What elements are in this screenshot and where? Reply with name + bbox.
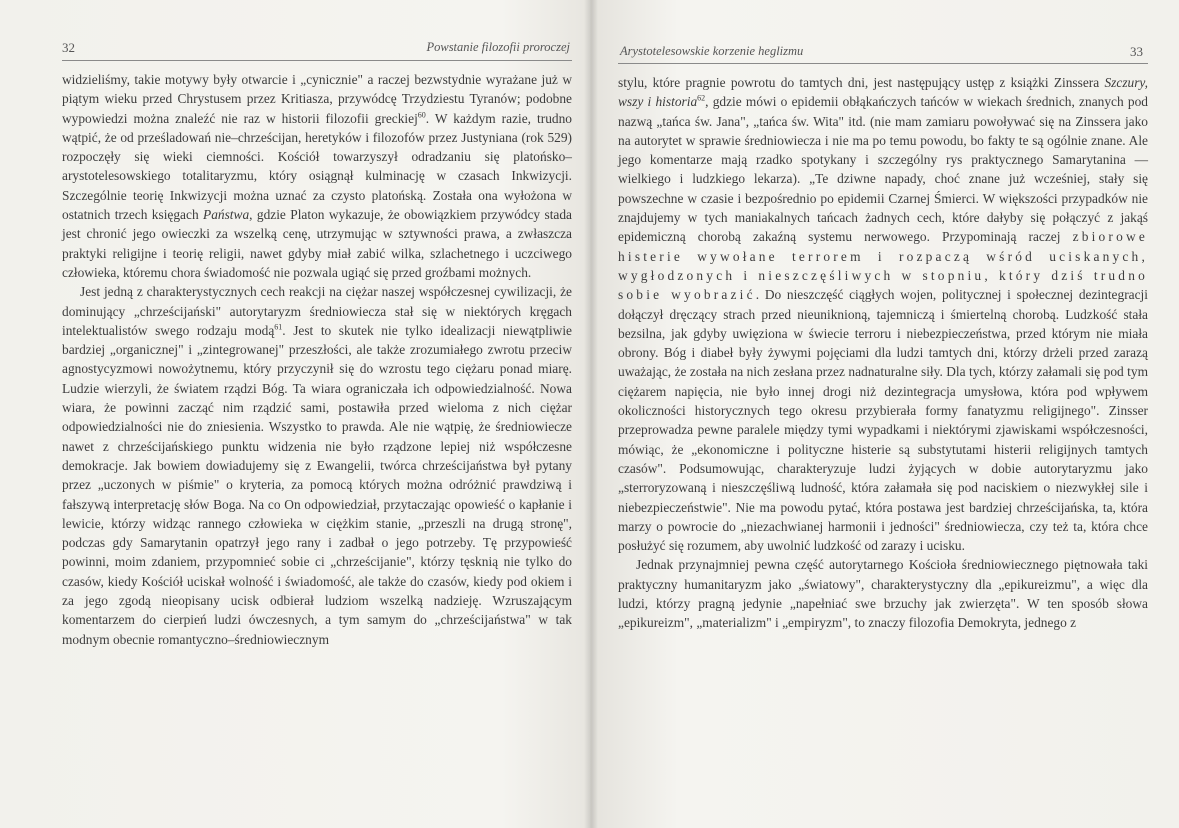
paragraph	[618, 73, 1148, 555]
text-run: . W każdym razie, trudno wątpić, że od prześladowań nie–chrześcijan, heretyków i filozofów przez Justyniana (rok 529) rozpoczęły się wieki ciemności. Kościół towarzyszył odradzaniu się platońsko–arystotelesowskiego totalitaryzmu, który osiągnął kulminację w czasach Inkwizycji. Szczególnie teorię Inkwizycji można uznać za czysto platońską. Została ona wyłożona w ostatnich trzech księgach	[62, 110, 572, 223]
text-run: , gdzie Platon wykazuje, że obowiązkiem przywódcy stada jest chronić jego owieczki za wszelką cenę, utrzymując w sztywności prawa, a zwłaszcza praktyki religijne i teorię religii, nawet gdyby miał zabić wilka, szlachetnego i uczciwego człowieka, któremu chora świadomość nie pozwala ugiąć się przed groźbami możnych.	[62, 207, 572, 280]
text-run: Szczury, wszy i historia	[618, 75, 1148, 110]
footnote-ref: 62	[697, 93, 706, 103]
running-head-left: Powstanie filozofii proroczej	[426, 40, 570, 54]
footnote-ref: 60	[417, 110, 426, 120]
right-page	[590, 0, 1179, 828]
page-number-left: 32	[62, 40, 75, 55]
text-run: , gdzie mówi o epidemii obłąkańczych tańców w wiekach średnich, znanych pod nazwą „tańca św. Jana", „tańca św. Wita" itd. (nie mam zamiaru powoływać się na Zinssera jako na autorytet w sprawie średniowiecza i nie ma po temu powodu, bo fakty te są ogólnie znane. Ale jego komentarze mają rzadko spotykany i szczególny rys praktycznego Samarytanina — wielkiego i ludzkiego lekarza). „Te dziwne napady, choć znane już wcześniej, stały się powszechne w czasie i bezpośrednio po epidemii Czarnej Śmierci. W większości przypadków nie znajdujemy w tych maniakalnych tańcach żadnych cech, które dałyby się połączyć z jakąś epidemiczną chorobą zakaźną systemu nerwowego. Przypominają raczej	[618, 94, 1148, 245]
header-rule-right	[618, 63, 1148, 64]
right-page-body	[618, 73, 1148, 633]
page-number-right: 33	[1130, 44, 1143, 59]
text-run: Jest jedną z charakterystycznych cech reakcji na ciężar naszej współczesnej cywilizacji, że dominujący „chrześcijański" autorytaryzm średniowiecza stał się w niektórych kręgach intelektualistów swego rodzaju modą	[62, 284, 572, 338]
text-run: Państwa	[203, 207, 250, 223]
footnote-ref: 61	[274, 322, 283, 332]
text-run: stylu, które pragnie powrotu do tamtych dni, jest następujący ustęp z książki Zinssera	[618, 75, 1105, 90]
text-run: widzieliśmy, takie motywy były otwarcie i „cynicznie" a raczej bezwstydnie wyrażane już w piątym wieku przed Chrystusem przez Kritiasza, przywódcę Trzydziestu Tyranów; podobne wypowiedzi można znaleźć nie raz w historii filozofii greckiej	[62, 72, 572, 126]
text-run: Jednak przynajmniej pewna część autorytarnego Kościoła średniowiecznego piętnowała taki praktyczny humanitaryzm jako „światowy", charakterystyczny dla „epikureizmu", a więc dla ludzi, którzy pragną jedynie „napełniać swe brzuchy jak zwierzęta". W ten sposób słowa „epikureizm", „materializm" i „empiryzm", to znaczy filozofia Demokryta, jednego z	[618, 557, 1148, 631]
paragraph	[62, 70, 572, 282]
text-run: . Do nieszczęść ciągłych wojen, politycznej i społecznej dezintegracji dołączył dręczący strach przed nieuniknioną, tajemniczą i śmiertelną chorobą. Ludzkość stała bezsilna, jak gdyby uwięziona w świecie terroru i niebezpieczeństwa, przed którym nie miała obrony. Bóg i diabeł były żywymi pojęciami dla ludzi tamtych dni, którzy drżeli przed zarazą uważając, że została na nich zesłana przez nadnaturalne siły. Dla tych, którzy załamali się pod tym ciężarem napięcia, nie było innej drogi niż dezintegracja umysłowa, która pod wpływem okoliczności historycznych tego okresu przybierała formy fanatyzmu religijnego". Zinsser przeprowadza pewne paralele między tymi wypadkami i niektórymi zjawiskami współczesności, mówiąc, że „ekonomiczne i polityczne histerie są substytutami histerii religijnych tamtych czasów". Podsumowując, charakteryzuje ludzi żyjących w dobie autorytaryzmu jako „sterroryzowaną i nieszczęśliwą ludność, która załamała się pod naciskiem o niezwykłej sile i niebezpieczeństwie". Nie ma powodu pytać, która postawa jest bardziej chrześcijańska, ta, która marzy o powrocie do „niezachwianej harmonii i jedności" średniowiecza, czy też ta, która chce posłużyć się rozumem, aby uwolnić ludzkość od zarazy i ucisku.	[618, 287, 1148, 554]
paragraph	[618, 555, 1148, 632]
header-rule-left	[62, 60, 572, 61]
running-head-right: Arystotelesowskie korzenie heglizmu	[620, 44, 804, 58]
text-run: . Jest to skutek nie tylko idealizacji niewątpliwie bardziej „organicznej" i „zintegrowanej" przeszłości, ale także zrozumiałego zwrotu przeciw agnostycyzmowi nowożytnemu, który przyczynił się do wzrostu tego ciężaru ponad miarę. Ludzie wierzyli, że światem rządzi Bóg. Ta wiara ograniczała ich odpowiedzialność. Nowa wiara, że powinni zacząć nim rządzić sami, postawiła przed wieloma z nich ciężar odpowiedzialności nie do zniesienia. Wszystko to prawda. Ale nie wątpię, że średniowiecze nawet z chrześcijańskiego punktu widzenia nie było rządzone lepiej niż współczesne demokracje. Jak bowiem dowiadujemy się z Ewangelii, twórca chrześcijaństwa był pytany przez „uczonych w piśmie" o kryteria, za pomocą których można odróżnić prawdziwą i fałszywą interpretację słów Boga. Na co On odpowiedział, przytaczając opowieść o kapłanie i lewicie, którzy widząc rannego człowieka w ciężkim stanie, „przeszli na drugą stronę", podczas gdy Samarytanin opatrzył jego rany i zadbał o jego potrzeby. Tę przypowieść powinni, moim zdaniem, przypomnieć sobie ci „chrześcijanie", którzy tęsknią nie tylko do czasów, kiedy Kościół uciskał wolność i świadomość, ale także do czasów, kiedy pod okiem i za jego zgodą nieopisany ucisk odbierał ludziom wszelką nadzieję. Wzruszającym komentarzem do cierpień ludzi ówczesnych, a tym samym do „chrześcijaństwa" w tak modnym obecnie romantyczno–średniowiecznym	[62, 322, 572, 647]
paragraph	[62, 282, 572, 649]
left-page-body	[62, 70, 572, 649]
text-run: zbiorowe histerie wywołane terrorem i rozpaczą wśród uciskanych, wygłodzonych i nieszczęśliwych w stopniu, który dziś trudno sobie wyobrazić	[618, 229, 1148, 303]
